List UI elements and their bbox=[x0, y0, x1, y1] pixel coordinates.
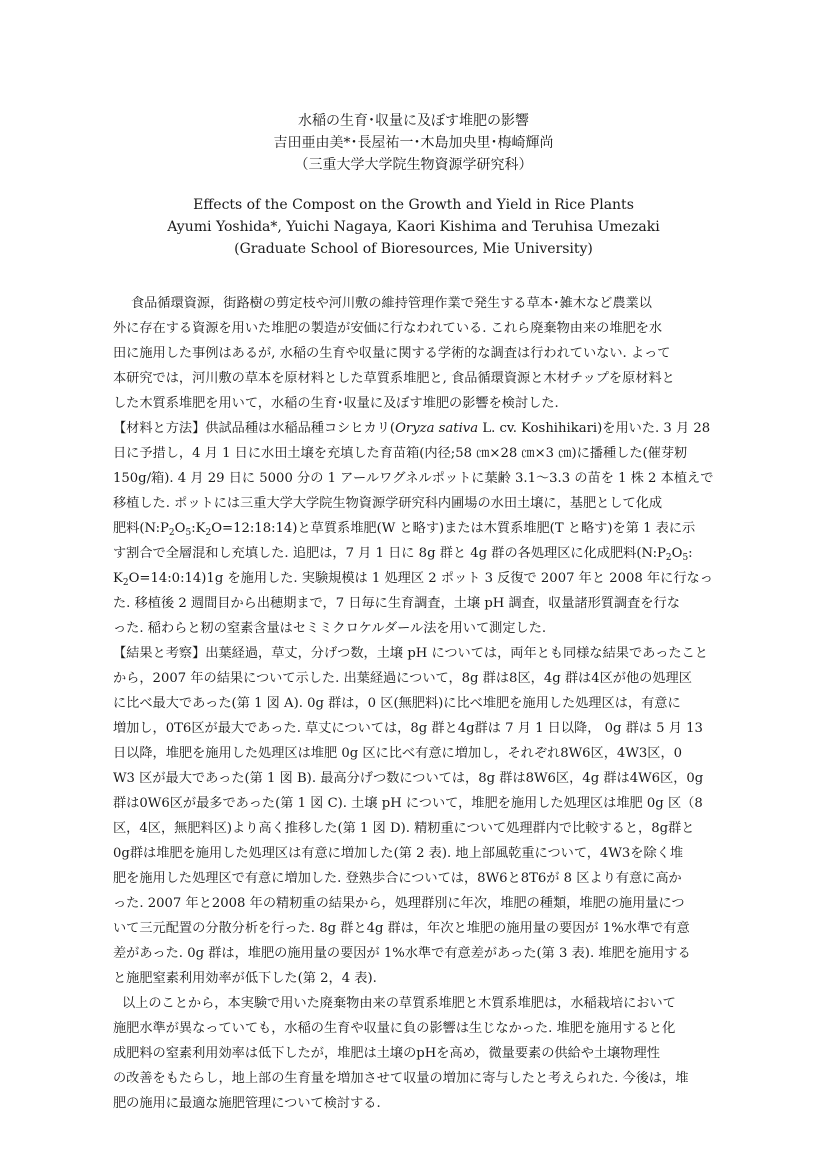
intro-line: 外に存在する資源を用いた堆肥の製造が安価に行なわれている. これら廃棄物由来の堆肥を水 bbox=[113, 321, 663, 336]
authors-en: Ayumi Yoshida*, Yuichi Nagaya, Kaori Kishima and Teruhisa Umezaki bbox=[167, 219, 660, 235]
conclusion-line: 肥の施用に最適な施肥管理について検討する. bbox=[113, 1096, 381, 1111]
intro-line: 田に施用した事例はあるが, 水稲の生育や収量に関する学術的な調査は行われていない. よって bbox=[113, 346, 671, 361]
subscript: 2 bbox=[122, 578, 129, 588]
results-line: 肥を施用した処理区で有意に増加した. 登熟歩合については，8W6と8T6が 8 区より有意に高か bbox=[113, 871, 682, 886]
methods-text: K bbox=[113, 571, 123, 586]
methods-text: O bbox=[174, 521, 186, 536]
conclusion-line: 以上のことから，本実験で用いた廃棄物由来の草質系堆肥と木質系堆肥は，水稲栽培において bbox=[122, 996, 676, 1011]
methods-line: った. 稲わらと籾の窒素含量はセミミクロケルダール法を用いて測定した. bbox=[113, 621, 547, 636]
methods-line: 移植した. ポットには三重大学大学院生物資源学研究科内圃場の水田土壌に，基肥として化成 bbox=[113, 496, 663, 511]
conclusion-line: 成肥料の窒素利用効率は低下したが，堆肥は土壌のpHを高め，微量要素の供給や土壌物理性 bbox=[113, 1046, 660, 1061]
affiliation-ja: （三重大学大学院生物資源学研究科） bbox=[294, 157, 533, 173]
results-line: 群は0W6区が最多であった(第 1 図 C). 土壌 pH について，堆肥を施用した処理区は堆肥 0g 区（8 bbox=[113, 796, 703, 811]
results-line: 増加し，0T6区が最大であった. 草丈については，8g 群と4g群は 7 月 1 日以降， 0g 群は 5 月 13 bbox=[113, 721, 703, 736]
methods-text: O=12:18:14)と草質系堆肥(W と略す)または木質系堆肥(T と略す)を第 1 表に示 bbox=[211, 521, 696, 536]
methods-line bbox=[113, 569, 713, 588]
subscript: 5 bbox=[185, 528, 192, 538]
methods-line: た. 移植後 2 週間目から出穂期まで，7 日毎に生育調査，土壌 pH 調査，収量諸形質調査を行な bbox=[113, 596, 680, 611]
methods-text: O=14:0:14)1g を施用した. 実験規模は 1 処理区 2 ポット 3 反復で 2007 年と 2008 年に行なっ bbox=[128, 571, 713, 586]
methods-text: 肥料(N:P bbox=[113, 521, 169, 536]
results-line: 【結果と考察】出葉経過，草丈，分げつ数，土壌 pH については，両年とも同様な結果であったこと bbox=[113, 646, 708, 661]
affiliation-en: (Graduate School of Bioresources, Mie University) bbox=[234, 241, 593, 257]
subscript: 2 bbox=[205, 528, 212, 538]
results-line: 日以降，堆肥を施用した処理区は堆肥 0g 区に比べ有意に増加し，それぞれ8W6区，4W3区，0 bbox=[113, 746, 683, 761]
authors-ja: 吉田亜由美*･長屋祐一･木島加央里･梅崎輝尚 bbox=[273, 135, 554, 151]
results-line: から，2007 年の結果について示した. 出葉経過について，8g 群は8区，4g 群は4区が他の処理区 bbox=[113, 671, 692, 686]
results-line: W3 区が最大であった(第 1 図 B). 最高分げつ数については，8g 群は8W6区，4g 群は4W6区，0g bbox=[113, 771, 704, 786]
subscript: 2 bbox=[168, 528, 175, 538]
results-line: と施肥窒素利用効率が低下した(第 2，4 表). bbox=[113, 971, 377, 986]
conclusion-line: の改善をもたらし，地上部の生育量を増加させて収量の増加に寄与したと考えられた. 今後は，堆 bbox=[113, 1071, 689, 1086]
title-ja: 水稲の生育･収量に及ぼす堆肥の影響 bbox=[298, 113, 529, 129]
results-line: いて三元配置の分散分析を行った. 8g 群と4g 群は，年次と堆肥の施用量の要因が 1%水準で有意 bbox=[113, 921, 690, 936]
methods-text: O bbox=[671, 546, 683, 561]
methods-text: 【材料と方法】供試品種は水稲品種コシヒカリ( bbox=[113, 421, 396, 436]
intro-line: した木質系堆肥を用いて，水稲の生育･収量に及ぼす堆肥の影響を検討した. bbox=[113, 396, 559, 411]
methods-line: 150g/箱). 4 月 29 日に 5000 分の 1 アールワグネルポットに葉齢 3.1～3.3 の苗を 1 株 2 本植えで bbox=[113, 471, 714, 486]
methods-line: 日に予措し，4 月 1 日に水田土壌を充填した育苗箱(内径;58 ㎝×28 ㎝×3 ㎝)に播種した(催芽籾 bbox=[113, 446, 688, 461]
subscript: 5 bbox=[682, 553, 689, 563]
methods-text: : bbox=[688, 546, 693, 561]
title-en: Effects of the Compost on the Growth and Yield in Rice Plants bbox=[193, 197, 634, 213]
results-line: に比べ最大であった(第 1 図 A). 0g 群は，0 区(無肥料)に比べ堆肥を施用した処理区は，有意に bbox=[113, 696, 681, 711]
methods-text: す割合で全層混和し充填した. 追肥は，7 月 1 日に 8g 群と 4g 群の各処理区に化成肥料(N:P bbox=[113, 546, 666, 561]
results-line: 0g群は堆肥を施用した処理区は有意に増加した(第 2 表). 地上部風乾重について，4W3を除く堆 bbox=[113, 846, 684, 861]
conclusion-line: 施肥水準が異なっていても，水稲の生育や収量に負の影響は生じなかった. 堆肥を施用すると化 bbox=[113, 1021, 676, 1036]
methods-line bbox=[113, 544, 713, 563]
results-line: 区，4区，無肥料区)より高く推移した(第 1 図 D). 精籾重について処理群内で比較すると，8g群と bbox=[113, 821, 695, 836]
results-line: 差があった. 0g 群は，堆肥の施用量の要因が 1%水準で有意差があった(第 3 表). 堆肥を施用する bbox=[113, 946, 691, 961]
methods-line bbox=[113, 519, 713, 538]
methods-line bbox=[113, 419, 713, 438]
methods-text: L. cv. Koshihikari)を用いた. 3 月 28 bbox=[478, 421, 711, 436]
intro-line: 食品循環資源，街路樹の剪定枝や河川敷の維持管理作業で発生する草本･雑木など農業以 bbox=[131, 296, 652, 311]
intro-line: 本研究では，河川敷の草本を原材料とした草質系堆肥と, 食品循環資源と木材チップを原材料と bbox=[113, 371, 675, 386]
results-line: った. 2007 年と2008 年の精籾重の結果から，処理群別に年次，堆肥の種類，堆肥の施用量につ bbox=[113, 896, 685, 911]
subscript: 2 bbox=[665, 553, 672, 563]
methods-text: :K bbox=[191, 521, 206, 536]
species-name: Oryza sativa bbox=[395, 421, 479, 436]
